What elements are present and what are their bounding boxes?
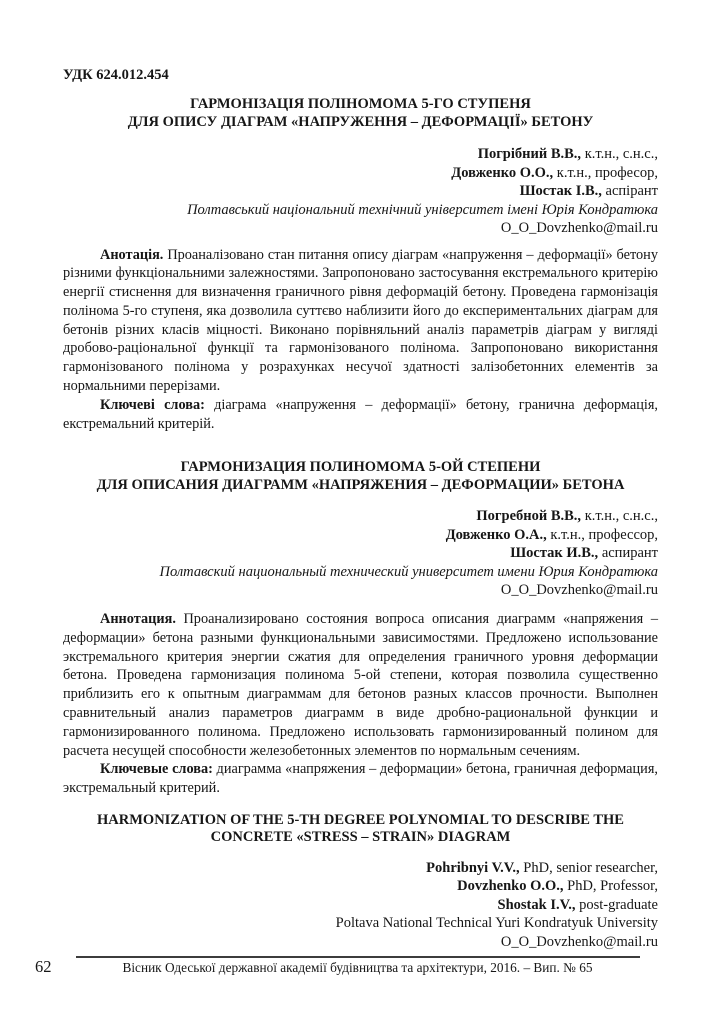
author-line bbox=[63, 877, 658, 896]
abstract-text: Проанализировано состояния вопроса описания диаграмм «напряжения – деформации» бетона разными функциональными зависимостями. Предложено использование экстремального критерия энергии сжатия для определения граничного уровня деформации бетона. Проведена гармонизация полинома 5-ой степени, которая позволила существенно приблизить его к опытным диаграммам для бетонов разных классов прочности. Выполнен сравнительный анализ параметров диаграмм в виде дробно-рациональной функции и гармонизированного полинома. Предложено использовать гармонизированный полином для расчета несущей способности железобетонных элементов по нормальным сечениям. bbox=[63, 610, 658, 759]
email-address: O_O_Dovzhenko@mail.ru bbox=[500, 933, 658, 950]
title-line: HARMONIZATION OF THE 5-TH DEGREE POLYNOMIAL TO DESCRIBE THE bbox=[97, 811, 624, 828]
title-ua bbox=[63, 96, 658, 131]
email-address: O_O_Dovzhenko@mail.ru bbox=[500, 582, 658, 599]
keywords-text: диаграмма «напряжения – деформации» бетона, граничная деформация, экстремальный критерий. bbox=[63, 761, 658, 797]
author-line bbox=[63, 896, 658, 915]
keywords-paragraph bbox=[63, 760, 658, 798]
authors-block-en bbox=[63, 859, 658, 952]
author-name: Шостак І.В., bbox=[519, 183, 602, 199]
email-address: O_O_Dovzhenko@mail.ru bbox=[500, 220, 658, 236]
author-degree: аспірант bbox=[605, 183, 658, 199]
author-name: Dovzhenko O.O., bbox=[457, 878, 564, 895]
author-line bbox=[63, 544, 658, 563]
author-line bbox=[63, 164, 658, 183]
abstract-paragraph bbox=[63, 246, 658, 396]
author-line bbox=[63, 182, 658, 201]
section-russian bbox=[63, 459, 658, 797]
footer-rule bbox=[76, 956, 640, 976]
author-name: Шостак И.В., bbox=[510, 545, 599, 562]
author-degree: PhD, senior researcher, bbox=[523, 859, 658, 876]
title-line: ДЛЯ ОПИСАНИЯ ДИАГРАММ «НАПРЯЖЕНИЯ – ДЕФОРМАЦИИ» БЕТОНА bbox=[96, 476, 625, 493]
section-english bbox=[63, 812, 658, 952]
author-line bbox=[63, 145, 658, 164]
title-line: ДЛЯ ОПИСУ ДІАГРАМ «НАПРУЖЕННЯ – ДЕФОРМАЦІЇ» БЕТОНУ bbox=[127, 113, 594, 130]
author-name: Довженко О.О., bbox=[451, 164, 554, 181]
page-footer bbox=[35, 956, 658, 977]
udc-number: УДК 624.012.454 bbox=[63, 67, 169, 83]
author-degree: PhD, Professor, bbox=[567, 878, 658, 895]
title-line: ГАРМОНИЗАЦИЯ ПОЛИНОМОМА 5-ОЙ СТЕПЕНИ bbox=[180, 459, 541, 476]
abstract-text: Проаналізовано стан питання опису діаграм «напруження – деформації» бетону різними функціональними залежностями. Запропоновано застосування екстремального критерію енергії стиснення для визначення граничного рівня деформацій бетону. Проведена гармонізація полінома 5-го ступеня, яка дозволила суттєво наблизити його до експериментальних діаграм для бетонів різних класів міцності. Виконано порівняльний аналіз параметрів діаграм у вигляді дробово-раціональної функції та гармонізованого полінома. Запропоновано використання гармонізованого полінома у розрахунках несучої здатності залізобетонних елементів за нормальними перерізами. bbox=[63, 246, 658, 395]
title-en bbox=[63, 812, 658, 847]
author-name: Погрібний В.В., bbox=[477, 146, 582, 162]
title-ru bbox=[63, 459, 658, 494]
author-line bbox=[63, 526, 658, 545]
affiliation: Полтавский национальный технический университет имени Юрия Кондратюка bbox=[159, 563, 658, 580]
author-name: Shostak I.V., bbox=[497, 896, 576, 913]
journal-footer-text: Вісник Одеської державної академії будівництва та архітектури, 2016. – Вип. № 65 bbox=[122, 960, 593, 976]
affiliation: Poltava National Technical Yuri Kondratyuk University bbox=[335, 915, 658, 932]
author-degree: к.т.н., профессор, bbox=[550, 526, 658, 543]
abstract-label: Аннотация. bbox=[100, 610, 176, 627]
author-degree: к.т.н., с.н.с., bbox=[584, 508, 658, 525]
author-degree: к.т.н., професор, bbox=[556, 164, 658, 181]
authors-block-ua bbox=[63, 145, 658, 238]
keywords-paragraph bbox=[63, 396, 658, 434]
page-number: 62 bbox=[35, 957, 52, 977]
author-line bbox=[63, 859, 658, 878]
keywords-label: Ключеві слова: bbox=[100, 396, 205, 413]
author-degree: аспирант bbox=[601, 545, 658, 562]
abstract-paragraph bbox=[63, 610, 658, 760]
title-line: CONCRETE «STRESS – STRAIN» DIAGRAM bbox=[210, 829, 511, 846]
affiliation: Полтавський національний технічний університет імені Юрія Кондратюка bbox=[187, 201, 658, 218]
author-name: Довженко О.А., bbox=[445, 526, 547, 543]
section-ukrainian bbox=[63, 96, 658, 433]
author-degree: post-graduate bbox=[579, 896, 658, 913]
keywords-text: діаграма «напруження – деформації» бетону, гранична деформація, екстремальний критерій. bbox=[63, 396, 658, 432]
author-name: Погребной В.В., bbox=[476, 508, 582, 525]
author-name: Pohribnyi V.V., bbox=[426, 859, 520, 876]
keywords-label: Ключевые слова: bbox=[100, 761, 213, 778]
author-degree: к.т.н., с.н.с., bbox=[584, 146, 658, 162]
title-line: ГАРМОНІЗАЦІЯ ПОЛІНОМОМА 5-ГО СТУПЕНЯ bbox=[190, 96, 531, 112]
authors-block-ru bbox=[63, 507, 658, 600]
author-line bbox=[63, 507, 658, 526]
abstract-label: Анотація. bbox=[100, 246, 164, 263]
